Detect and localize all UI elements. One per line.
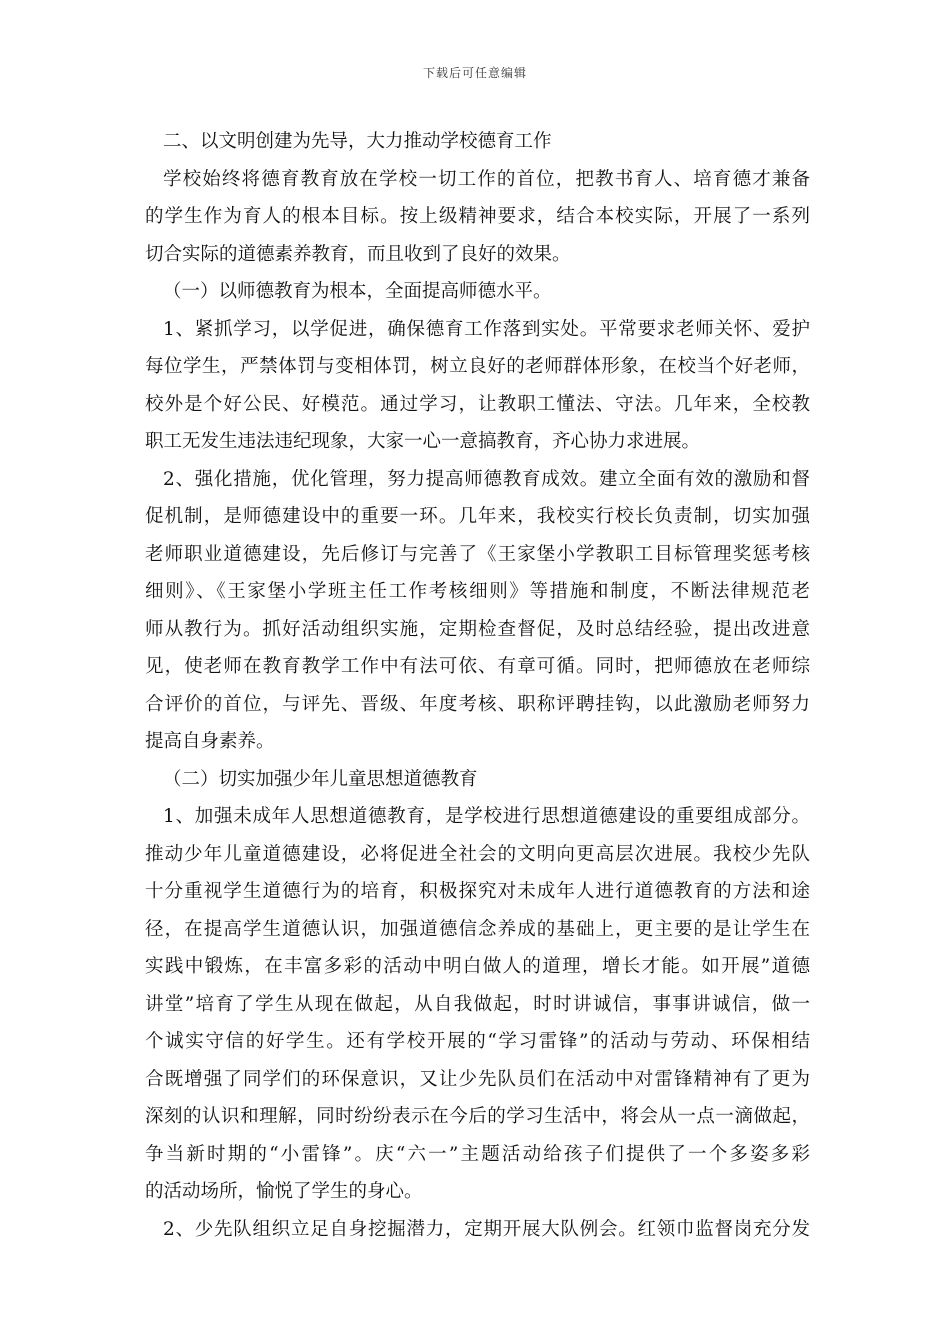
text-line: 老师职业道德建设，先后修订与完善了《王家堡小学教职工目标管理奖惩考核 — [145, 543, 810, 565]
text-line: （二）切实加强少年儿童思想道德教育 — [163, 768, 478, 790]
text-line: 推动少年儿童道德建设，必将促进全社会的文明向更高层次进展。我校少先队 — [145, 843, 810, 865]
text-line: 每位学生，严禁体罚与变相体罚，树立良好的老师群体形象，在校当个好老师， — [145, 356, 810, 377]
text-line: 1、加强未成年人思想道德教育，是学校进行思想道德建设的重要组成部分。 — [163, 806, 810, 827]
text-line: 的学生作为育人的根本目标。按上级精神要求，结合本校实际，开展了一系列 — [145, 206, 810, 227]
text-line: 的活动场所，愉悦了学生的身心。 — [145, 1181, 423, 1202]
text-line: 实践中锻炼，在丰富多彩的活动中明白做人的道理，增长才能。如开展”道德 — [145, 956, 810, 977]
text-line: 切合实际的道德素养教育，而且收到了良好的效果。 — [145, 243, 571, 265]
text-line: 职工无发生违法违纪现象，大家一心一意搞教育，齐心协力求进展。 — [145, 431, 701, 452]
text-line: 二、以文明创建为先导，大力推动学校德育工作 — [163, 131, 552, 152]
text-line: 学校始终将德育教育放在学校一切工作的首位，把教书育人、培育德才兼备 — [163, 168, 810, 190]
text-line: 1、紧抓学习，以学促进，确保德育工作落到实处。平常要求老师关怀、爱护 — [163, 318, 810, 340]
text-line: 促机制，是师德建设中的重要一环。几年来，我校实行校长负责制，切实加强 — [145, 506, 810, 527]
text-line: 径，在提高学生道德认识，加强道德信念养成的基础上，更主要的是让学生在 — [145, 918, 810, 940]
text-line: 讲堂”培育了学生从现在做起，从自我做起，时时讲诚信，事事讲诚信，做一 — [145, 993, 810, 1015]
text-line: 见，使老师在教育教学工作中有法可依、有章可循。同时，把师德放在老师综 — [145, 656, 810, 677]
text-line: 个诚实守信的好学生。还有学校开展的“学习雷锋”的活动与劳动、环保相结 — [145, 1031, 810, 1052]
text-line: 师从教行为。抓好活动组织实施，定期检查督促，及时总结经验，提出改进意 — [145, 618, 810, 640]
document-body — [145, 123, 810, 1248]
text-line: （一）以师德教育为根本，全面提高师德水平。 — [163, 281, 552, 302]
text-line: 校外是个好公民、好模范。通过学习，让教职工懂法、守法。几年来，全校教 — [145, 393, 810, 415]
text-line: 争当新时期的“小雷锋”。庆“六一”主题活动给孩子们提供了一个多姿多彩 — [145, 1143, 810, 1165]
text-line: 2、少先队组织立足自身挖掘潜力，定期开展大队例会。红领巾监督岗充分发 — [163, 1218, 810, 1240]
text-line: 合评价的首位，与评先、晋级、年度考核、职称评聘挂钩，以此激励老师努力 — [145, 693, 810, 715]
text-line: 合既增强了同学们的环保意识，又让少先队员们在活动中对雷锋精神有了更为 — [145, 1068, 810, 1090]
text-line: 2、强化措施，优化管理，努力提高师德教育成效。建立全面有效的激励和督 — [163, 468, 810, 490]
text-line: 深刻的认识和理解，同时纷纷表示在今后的学习生活中，将会从一点一滴做起， — [145, 1106, 810, 1127]
text-line: 十分重视学生道德行为的培育，积极探究对未成年人进行道德教育的方法和途 — [145, 881, 810, 902]
text-line: 细则》、《王家堡小学班主任工作考核细则》等措施和制度，不断法律规范老 — [145, 581, 810, 602]
page-header: 下载后可任意编辑 — [422, 66, 527, 80]
text-line: 提高自身素养。 — [145, 731, 275, 752]
